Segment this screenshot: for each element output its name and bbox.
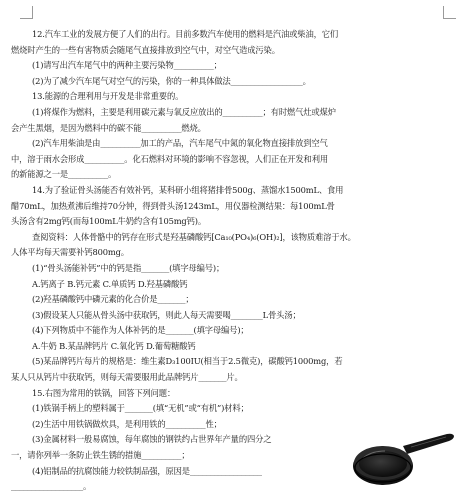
text-line: 人体平均每天需要补钙800mg。 — [11, 247, 129, 258]
text-line: (2)生活中用铁锅做炊具，是利用铁的__________性； — [32, 418, 222, 429]
text-line: (1)“骨头汤能补钙”中的钙是指_______(填字母编号)； — [32, 262, 225, 273]
text-line: (4)铝制品的抗腐蚀能力较铁制品强，原因是__________________ — [32, 465, 262, 476]
text-line: (3)假设某人只能从骨头汤中获取钙，则此人每天需要喝________L骨头汤； — [32, 309, 301, 320]
text-line: (1)将煤作为燃料，主要是利用碳元素与氧反应放出的__________；有时燃气灶或煤炉 — [32, 106, 336, 117]
text-line: 13.能源的合理利用与开发是非常重要的。 — [32, 91, 184, 102]
text-line: (4)下列物质中不能作为人体补钙的是_______(填字母编号)； — [32, 325, 249, 336]
text-line: 15.右图为常用的铁锅，回答下列问题： — [32, 387, 176, 398]
text-line: (2)汽车用柴油是由__________加工的产品，汽车尾气中氮的氧化物直接排放到空气 — [32, 138, 328, 149]
text-line: 14.为了验证骨头汤能否有效补钙，某科研小组将猪排骨500g、蒸馏水1500mL、食用 — [32, 184, 344, 195]
text-line: 醋70mL，加热煮沸后维持70分钟，得到骨头汤1243mL，用仪器检测结果：每100mL骨 — [11, 200, 335, 211]
question-text — [11, 27, 457, 495]
text-line: 12.汽车工业的发展方便了人们的出行。目前多数汽车使用的燃料是汽油或柴油，它们 — [32, 29, 339, 39]
margin-corner-mark-right — [443, 6, 456, 19]
text-line: (2)为了减少汽车尾气对空气的污染，你的一种具体做法__________________。 — [32, 75, 311, 86]
text-line: (3)金属材料一般易腐蚀，每年腐蚀的钢铁约占世界年产量的四分之 — [32, 434, 272, 445]
text-line: (5)某品牌钙片每片的规格是：维生素D₃100IU(相当于2.5微克)，碳酸钙1000mg，若 — [32, 356, 343, 367]
text-line: 查阅资料：人体骨骼中的钙存在形式是羟基磷酸钙[Ca₁₀(PO₄)₆(OH)₂]，该物质难溶于水。 — [32, 231, 356, 242]
text-line: (1)铁锅手柄上的塑料属于_______(填“无机”或“有机”)材料； — [32, 403, 249, 414]
text-line: A.牛奶 B.某品牌钙片 C.氧化钙 D.葡萄糖酸钙 — [32, 340, 196, 351]
text-line: A.钙离子 B.钙元素 C.单质钙 D.羟基磷酸钙 — [32, 278, 188, 289]
text-line: 的新能源之一是__________。 — [11, 169, 117, 180]
margin-corner-mark-left — [20, 6, 33, 19]
text-line: (1)请写出汽车尾气中的两种主要污染物__________； — [32, 60, 222, 71]
text-line: (2)羟基磷酸钙中磷元素的化合价是_______； — [32, 294, 194, 305]
text-line: 燃烧时产生的一些有害物质会随尾气直接排放到空气中，对空气造成污染。 — [11, 44, 280, 55]
text-line: 一，请你列举一条防止铁生锈的措施__________； — [11, 450, 190, 461]
text-line: 头汤含有2mg钙(而每100mL牛奶约含有105mg钙)。 — [11, 216, 206, 227]
frying-pan-image — [351, 432, 455, 488]
text-line: 某人只从钙片中获取钙，则每天需要服用此品牌钙片_______片。 — [11, 372, 243, 383]
text-line: 中，溶于雨水会形成__________。化石燃料对环境的影响不容忽视，人们正在开发和利用 — [11, 153, 328, 164]
text-line: __________________。 — [11, 481, 92, 492]
text-line: 会产生黑烟，是因为燃料中的碳不能__________燃烧。 — [11, 122, 206, 133]
